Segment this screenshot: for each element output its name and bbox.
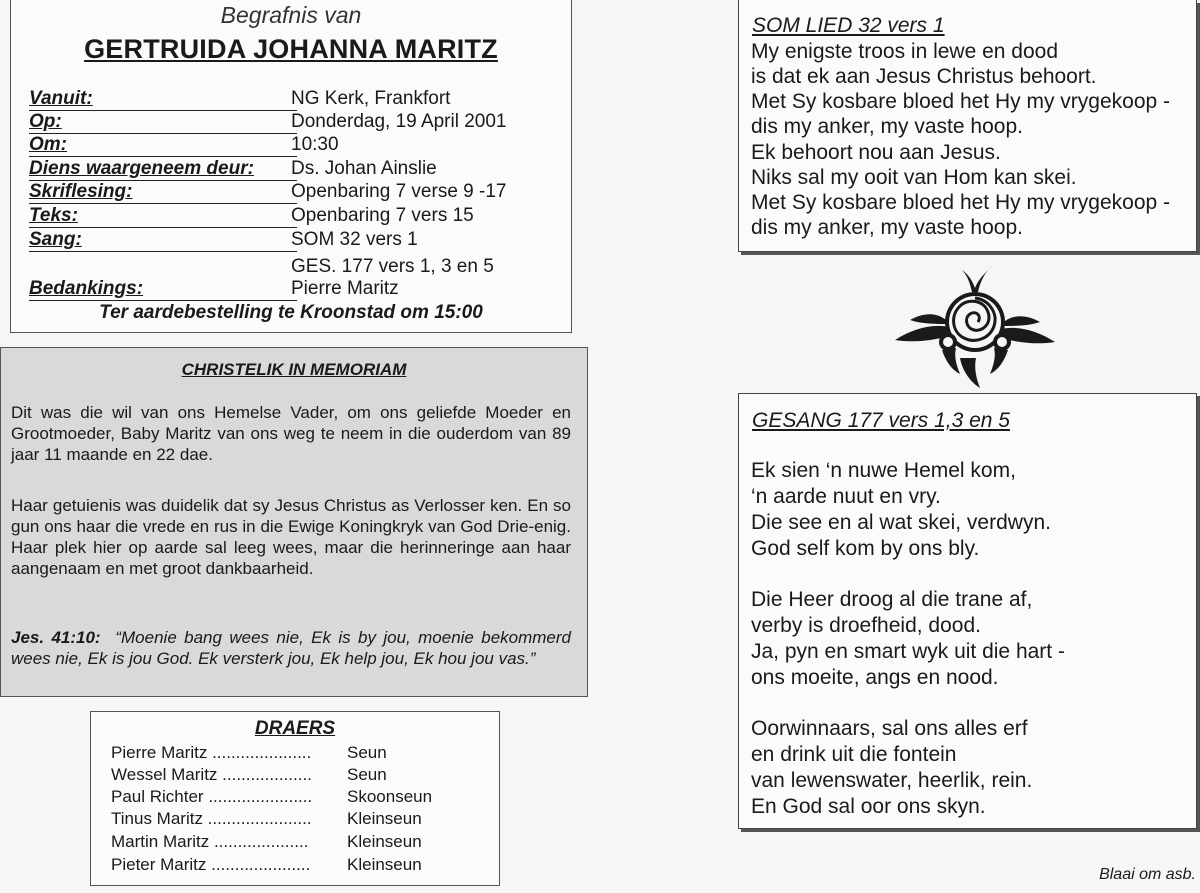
lyric-line: ons moeite, angs en nood. — [751, 666, 999, 689]
detail-row — [11, 256, 571, 279]
lyric-line: My enigste troos in lewe en dood — [751, 40, 1059, 63]
verse-text: “Moenie bang wees nie, Ek is by jou, moenie bekommerd wees nie, Ek is jou God. Ek versterk jou, Ek help jou, Ek hou jou vas.” — [11, 628, 572, 668]
lyric-line: Oorwinnaars, sal ons alles erf — [751, 717, 1028, 740]
detail-value: Pierre Maritz — [291, 278, 399, 299]
detail-row — [11, 205, 571, 228]
lyric-line: Ek sien ‘n nuwe Hemel kom, — [751, 459, 1016, 482]
lyric-line: Met Sy kosbare bloed het Hy my vrygekoop - — [751, 90, 1171, 113]
gesang-title: GESANG 177 vers 1,3 en 5 — [752, 409, 1010, 432]
memoriam-title: CHRISTELIK IN MEMORIAM — [181, 360, 407, 379]
lyric-line: van lewenswater, heerlik, rein. — [751, 769, 1033, 792]
detail-value: 10:30 — [291, 134, 339, 155]
detail-label: Op: — [29, 111, 297, 134]
detail-label: Vanuit: — [29, 88, 297, 111]
pallbearer-role: Kleinseun — [347, 809, 422, 828]
detail-label: Bedankings: — [29, 278, 297, 301]
detail-value: SOM 32 vers 1 — [291, 229, 418, 250]
turn-page-note: Blaai om asb. — [1099, 866, 1196, 883]
rose-ornament-icon — [890, 262, 1060, 390]
pallbearer-role: Seun — [347, 765, 387, 784]
detail-row — [11, 181, 571, 204]
burial-note: Ter aardebestelling te Kroonstad om 15:00 — [99, 302, 483, 323]
pallbearer-name: Paul Richter ...................... — [111, 787, 313, 806]
lyric-line: Ja, pyn en smart wyk uit die hart - — [751, 640, 1065, 663]
pallbearer-name: Martin Maritz .................... — [111, 832, 309, 851]
memoriam-paragraph: Haar getuienis was duidelik dat sy Jesus Christus as Verlosser ken. En so gun ons haar die vrede en rus in die Ewige Koningkryk van God Drie-enig. Haar plek hier op aarde sal leeg wees, maar die herinneringe aan haar aangenaam en met groot dankbaarheid. — [11, 496, 571, 578]
lyric-line: Die Heer droog al die trane af, — [751, 588, 1033, 611]
detail-row — [11, 229, 571, 252]
detail-row — [11, 88, 571, 111]
pallbearers-box — [90, 711, 500, 886]
deceased-name: GERTRUIDA JOHANNA MARITZ — [84, 34, 498, 64]
lyric-line: verby is droefheid, dood. — [751, 614, 981, 637]
lyric-line: Met Sy kosbare bloed het Hy my vrygekoop - — [751, 191, 1171, 214]
pallbearer-role: Skoonseun — [347, 787, 433, 806]
lyric-line: is dat ek aan Jesus Christus behoort. — [751, 65, 1097, 88]
detail-label: Skriflesing: — [29, 181, 297, 204]
detail-value: Donderdag, 19 April 2001 — [291, 111, 507, 132]
verse-reference: Jes. 41:10: — [11, 628, 101, 647]
lyric-line: Niks sal my ooit van Hom kan skei. — [751, 166, 1077, 189]
pallbearer-name: Pierre Maritz ..................... — [111, 743, 312, 762]
detail-value: NG Kerk, Frankfort — [291, 88, 451, 109]
som-lied-box — [738, 0, 1197, 252]
detail-label: Om: — [29, 134, 297, 157]
memoriam-verse — [11, 627, 571, 669]
lyric-line: dis my anker, my vaste hoop. — [751, 115, 1023, 138]
detail-row — [11, 278, 571, 301]
detail-label: Teks: — [29, 205, 297, 228]
header-intro: Begrafnis van — [220, 2, 362, 28]
lyric-line: dis my anker, my vaste hoop. — [751, 216, 1023, 239]
pallbearer-name: Pieter Maritz ..................... — [111, 855, 311, 874]
pallbearer-role: Kleinseun — [347, 832, 422, 851]
lyric-line: En God sal oor ons skyn. — [751, 795, 986, 818]
lyric-line: en drink uit die fontein — [751, 743, 957, 766]
pallbearer-name: Tinus Maritz ...................... — [111, 809, 312, 828]
detail-label: Diens waargeneem deur: — [29, 158, 297, 181]
lyric-line: Die see en al wat skei, verdwyn. — [751, 511, 1051, 534]
som-lied-title: SOM LIED 32 vers 1 — [752, 14, 945, 37]
pallbearer-role: Kleinseun — [347, 855, 422, 874]
detail-value: GES. 177 vers 1, 3 en 5 — [291, 256, 494, 277]
detail-value: Openbaring 7 verse 9 -17 — [291, 181, 507, 202]
detail-value: Ds. Johan Ainslie — [291, 158, 437, 179]
detail-row — [11, 111, 571, 134]
detail-label: Sang: — [29, 229, 297, 252]
detail-value: Openbaring 7 vers 15 — [291, 205, 474, 226]
lyric-line: Ek behoort nou aan Jesus. — [751, 141, 1001, 164]
pallbearer-role: Seun — [347, 743, 387, 762]
lyric-line: God self kom by ons bly. — [751, 537, 980, 560]
gesang-box — [738, 393, 1197, 829]
detail-row — [11, 134, 571, 157]
funeral-header-box — [10, 0, 572, 333]
pallbearer-name: Wessel Maritz ................... — [111, 765, 312, 784]
lyric-line: ‘n aarde nuut en vry. — [751, 485, 941, 508]
memoriam-paragraph: Dit was die wil van ons Hemelse Vader, om ons geliefde Moeder en Grootmoeder, Baby Maritz van ons weg te neem in die ouderdom van 89 jaar 11 maande en 22 dae. — [11, 403, 571, 464]
detail-row — [11, 158, 571, 181]
pallbearers-title: DRAERS — [254, 718, 336, 739]
memoriam-box — [0, 347, 588, 697]
